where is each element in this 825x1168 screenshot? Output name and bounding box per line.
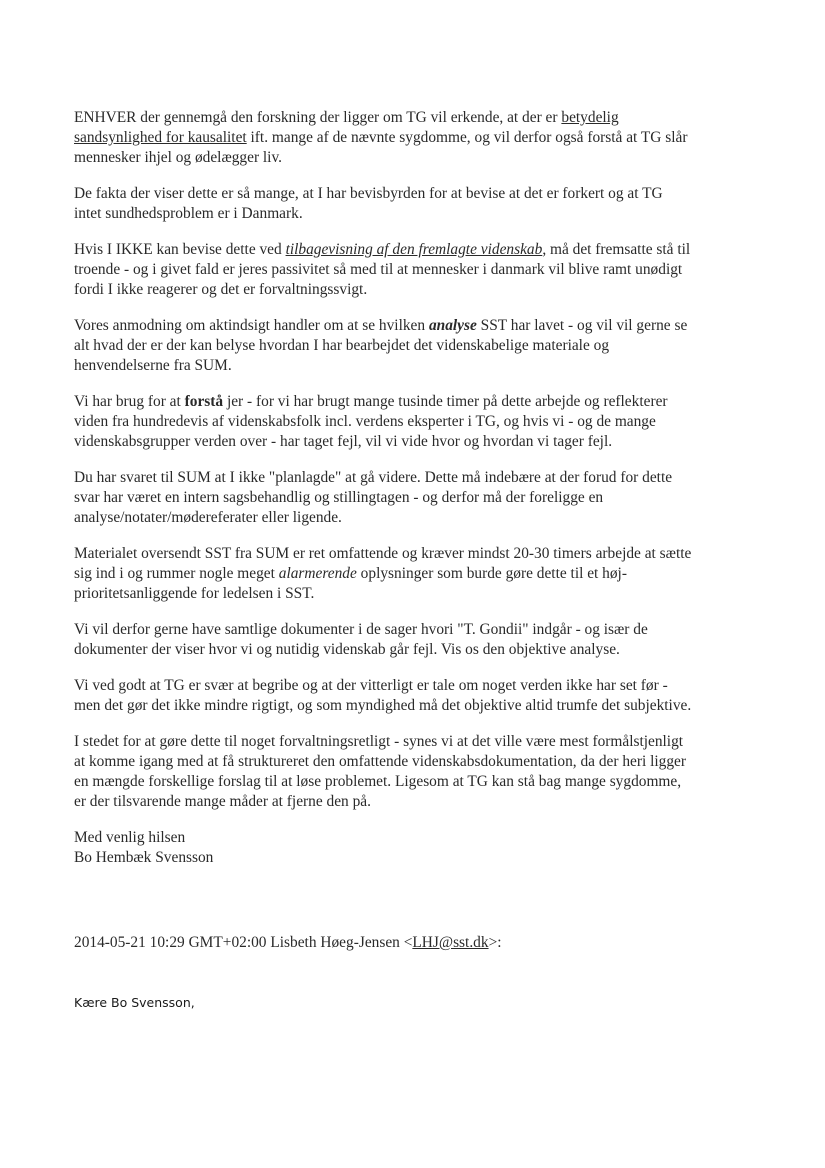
text-line: De fakta der viser dette er så mange, at I har bevisbyrden for at bevise at det er forkert og at TG	[74, 185, 663, 202]
text-line: henvendelserne fra SUM.	[74, 357, 232, 374]
text-line: analyse/notater/mødereferater eller ligende.	[74, 509, 342, 526]
text-line: svar har været en intern sagsbehandlig og stillingtagen - og derfor må der foreligge en	[74, 489, 604, 506]
letter-body	[74, 108, 764, 884]
text: jer - for vi har brugt mange tusinde timer på dette arbejde og reflekterer	[223, 393, 668, 410]
text-line: Materialet oversendt SST fra SUM er ret omfattende og kræver mindst 20-30 timers arbejde at sætte	[74, 545, 692, 562]
paragraph-3	[74, 240, 764, 300]
paragraph-1	[74, 108, 764, 168]
underlined-text: sandsynlighed for kausalitet	[74, 129, 247, 146]
text-line: prioritetsanliggende for ledelsen i SST.	[74, 585, 315, 602]
closing	[74, 828, 764, 868]
underlined-text: betydelig	[561, 109, 619, 126]
paragraph-8	[74, 620, 764, 660]
text-line: Vi ved godt at TG er svær at begribe og at der vitterligt er tale om noget verden ikke har set før -	[74, 677, 668, 694]
text: Vi har brug for at	[74, 393, 185, 410]
text-line: alt hvad der er der kan belyse hvordan I har bearbejdet det videnskabelige materiale og	[74, 337, 610, 354]
italic-text: alarmerende	[278, 565, 357, 582]
text-line: er der tilsvarende mange måder at fjerne den på.	[74, 793, 371, 810]
text-line: intet sundhedsproblem er i Danmark.	[74, 205, 303, 222]
paragraph-9	[74, 676, 764, 716]
text: oplysninger som burde gøre dette til et høj-	[356, 565, 627, 582]
text-line: Vi vil derfor gerne have samtlige dokumenter i de sager hvori "T. Gondii" indgår - og især de	[74, 621, 648, 638]
signature-name: Bo Hembæk Svensson	[74, 849, 214, 866]
text: Vores anmodning om aktindsigt handler om at se hvilken	[74, 317, 429, 334]
quoted-email-header	[74, 934, 502, 952]
text-line: dokumenter der viser hvor vi og nutidig videnskab går fejl. Vis os den objektive analyse.	[74, 641, 620, 658]
quote-date-sender: 2014-05-21 10:29 GMT+02:00 Lisbeth Høeg-Jensen <	[74, 934, 413, 951]
italic-underlined-text: tilbagevisning af den fremlagte videnskab	[285, 241, 543, 258]
text-line: en mængde forskellige forslag til at løse problemet. Ligesom at TG kan stå bag mange sygdomme,	[74, 773, 682, 790]
text: ENHVER der gennemgå den forskning der ligger om TG vil erkende, at der er	[74, 109, 562, 126]
text-line: Du har svaret til SUM at I ikke "planlagde" at gå videre. Dette må indebære at der forud for dette	[74, 469, 673, 486]
text-line: troende - og i givet fald er jeres passivitet så med til at mennesker i danmark vil blive ramt unødigt	[74, 261, 683, 278]
paragraph-2	[74, 184, 764, 224]
paragraph-7	[74, 544, 764, 604]
text: , må det fremsatte stå til	[542, 241, 691, 258]
text-line: I stedet for at gøre dette til noget forvaltningsretligt - synes vi at det ville være mest formålstjenligt	[74, 733, 684, 750]
text-line: viden fra hundredevis af videnskabsfolk incl. verdens eksperter i TG, og hvis vi - og de mange	[74, 413, 656, 430]
text: ift. mange af de nævnte sygdomme, og vil derfor også forstå at TG slår	[246, 129, 688, 146]
paragraph-6	[74, 468, 764, 528]
paragraph-10	[74, 732, 764, 812]
reply-greeting: Kære Bo Svensson,	[74, 995, 195, 1010]
sender-email-link[interactable]: LHJ@sst.dk	[412, 934, 489, 951]
quote-suffix: >:	[488, 934, 502, 951]
text-line: fordi I ikke reagerer og det er forvaltningssvigt.	[74, 281, 368, 298]
paragraph-4	[74, 316, 764, 376]
bold-text: forstå	[184, 393, 224, 410]
text-line: mennesker ihjel og ødelægger liv.	[74, 149, 283, 166]
text: Hvis I IKKE kan bevise dette ved	[74, 241, 286, 258]
text: SST har lavet - og vil vil gerne se	[476, 317, 688, 334]
text-line: at komme igang med at få struktureret den omfattende videnskabsdokumentation, da der heri ligger	[74, 753, 687, 770]
text-line: men det gør det ikke mindre rigtigt, og som myndighed må det objektive altid trumfe det subjektive.	[74, 697, 692, 714]
text: sig ind i og rummer nogle meget	[74, 565, 279, 582]
bold-italic-text: analyse	[428, 317, 477, 334]
closing-salutation: Med venlig hilsen	[74, 829, 186, 846]
text-line: videnskabsgrupper verden over - har taget fejl, vil vi vide hvor og hvordan vi tager fejl.	[74, 433, 613, 450]
paragraph-5	[74, 392, 764, 452]
